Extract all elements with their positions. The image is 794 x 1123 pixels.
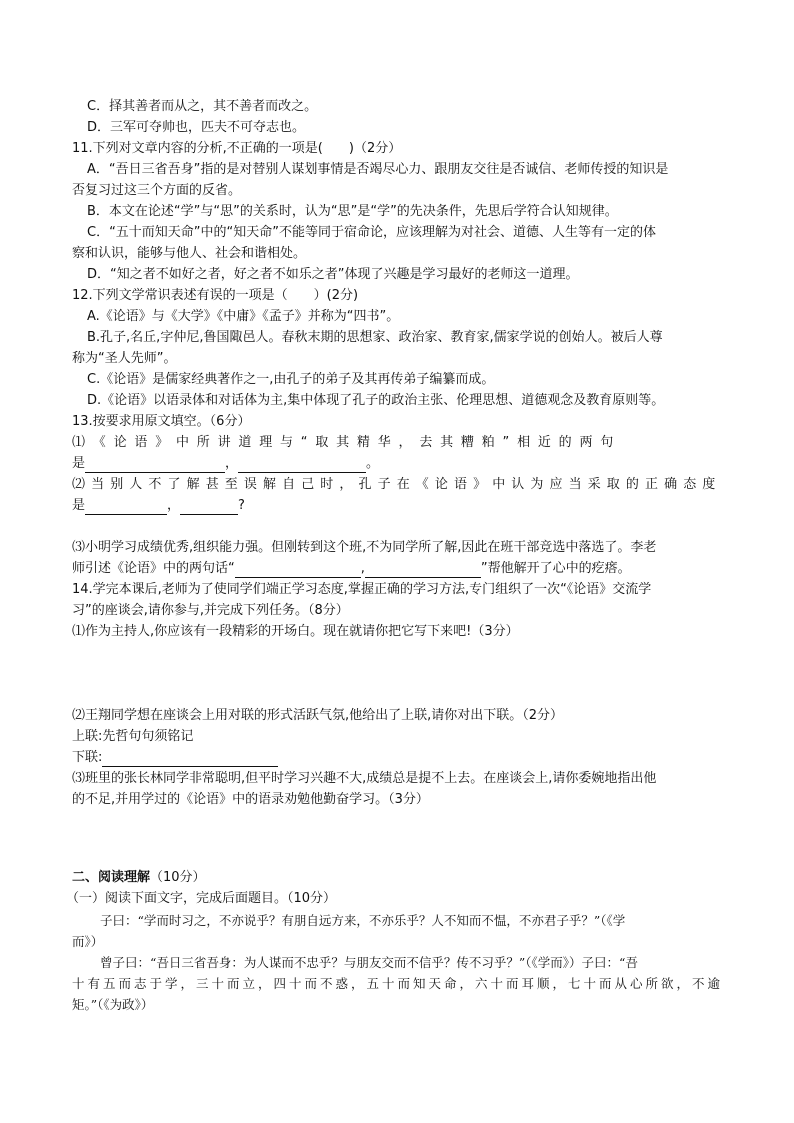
q13-part3-tail: ”帮他解开了心中的疙瘩。 <box>480 561 631 576</box>
q11-option-d: D．“知之者不如好之者，好之者不如乐之者”体现了兴趣是学习最好的老师这一道理。 <box>87 267 579 282</box>
q12-option-a: A.《论语》与《大学》《中庸》《孟子》并称为“四书”。 <box>87 309 400 324</box>
q14-stem-line1: 14.学完本课后,老师为了使同学们端正学习态度,掌握正确的学习方法,专门组织了一次“《论语》交流学 <box>72 582 652 597</box>
q13-part2-text: ⑵当别人不了解甚至误解自己时，孔子在《论语》中认为应当采取的正确态度 <box>72 477 722 492</box>
q11-option-a-line2: 否复习过这三个方面的反省。 <box>72 183 242 198</box>
q12-stem: 12.下列文学常识表述有误的一项是（ ）(2分) <box>72 288 359 303</box>
section2-heading <box>72 869 206 887</box>
q13-part2-question: ? <box>238 498 245 513</box>
q13-part1-line2 <box>72 455 379 473</box>
q13-blank-6[interactable] <box>365 563 481 578</box>
passage-line2: 而》） <box>72 934 104 949</box>
passage-line1: 子曰：“学而时习之，不亦说乎？有朋自远方来，不亦乐乎？人不知而不愠，不亦君子乎？”（《学 <box>100 913 626 928</box>
passage-line5: 矩。”（《为政》） <box>72 997 154 1012</box>
q13-part1-shi: 是 <box>72 456 86 471</box>
q13-part2-shi: 是 <box>72 498 86 513</box>
q13-blank-2[interactable] <box>238 458 366 473</box>
q11-stem: 11.下列对文章内容的分析,不正确的一项是( )（2分） <box>72 141 402 156</box>
q12-option-b-line2: 称为“圣人先师”。 <box>72 351 177 366</box>
q13-part1-text: ⑴《论语》中所讲道理与“取其精华，去其糟粕”相近的两句 <box>72 435 622 450</box>
q12-option-b-line1: B.孔子,名丘,字仲尼,鲁国陬邑人。春秋末期的思想家、政治家、教育家,儒家学说的创始人。被后人尊 <box>87 330 663 345</box>
q14-lower-label: 下联: <box>72 750 103 765</box>
q13-part3-lead: 师引述《论语》中的两句话“ <box>72 561 235 576</box>
passage-line4-wrap <box>72 975 722 993</box>
q14-part1: ⑴作为主持人,你应该有一段精彩的开场白。现在就请你把它写下来吧!（3分） <box>72 624 519 639</box>
q13-part2-line1 <box>72 476 721 494</box>
q13-part3-comma: , <box>360 561 365 576</box>
q10-option-d: D．三军可夺帅也，匹夫不可夺志也。 <box>87 120 306 135</box>
q10-option-c: C．择其善者而从之，其不善者而改之。 <box>87 99 318 114</box>
q12-option-d: D.《论语》以语录体和对话体为主,集中体现了孔子的政治主张、伦理思想、道德观念及教育原则等。 <box>87 393 665 408</box>
q13-blank-4[interactable] <box>180 500 238 515</box>
q14-upper-couplet: 上联:先哲句句须铭记 <box>72 729 194 744</box>
q14-part2: ⑵王翔同学想在座谈会上用对联的形式活跃气氛,他给出了上联,请你对出下联。（2分） <box>72 708 564 723</box>
q13-part1-comma: ， <box>225 456 239 471</box>
section2-subheading: （一）阅读下面文字，完成后面题目。（10分） <box>66 891 337 906</box>
q14-lower-blank[interactable] <box>102 752 278 767</box>
q11-option-c-line1: C．“五十而知天命”中的“知天命”不能等同于宿命论，应该理解为对社会、道德、人生等有一定的体 <box>87 225 657 240</box>
q13-blank-5[interactable] <box>235 563 361 578</box>
q11-option-a-line1: A．“吾日三省吾身”指的是对替别人谋划事情是否竭尽心力、跟朋友交往是否诚信、老师传授的知识是 <box>87 162 669 177</box>
q13-part1-period: 。 <box>366 456 380 471</box>
q12-option-c: C.《论语》是儒家经典著作之一,由孔子的弟子及其再传弟子编纂而成。 <box>87 372 495 387</box>
passage-line3: 曾子曰：“吾日三省吾身：为人谋而不忠乎？与朋友交而不信乎？传不习乎？”（《学而》）子曰：“吾 <box>100 955 638 970</box>
section2-heading-title: 二、阅读理解 <box>72 870 151 885</box>
q13-part2-line2 <box>72 497 245 515</box>
q13-part2-comma: ， <box>167 498 181 513</box>
q11-option-b: B．本文在论述“学”与“思”的关系时，认为“思”是“学”的先决条件，先思后学符合认知规律。 <box>87 204 618 219</box>
q13-stem: 13.按要求用原文填空。（6分） <box>72 414 251 429</box>
q14-part3-line1: ⑶班里的张长林同学非常聪明,但平时学习兴趣不大,成绩总是提不上去。在座谈会上,请你委婉地指出他 <box>72 771 657 786</box>
q13-blank-1[interactable] <box>85 458 225 473</box>
q14-lower-couplet <box>72 749 278 767</box>
section2-heading-score: （10分） <box>150 870 206 885</box>
q11-option-c-line2: 察和认识，能够与他人、社会和谐相处。 <box>72 246 307 261</box>
q13-part1-line1 <box>72 434 722 452</box>
q14-part3-line2: 的不足,并用学过的《论语》中的语录劝勉他勤奋学习。（3分） <box>72 792 429 807</box>
q14-stem-line2: 习”的座谈会,请你参与,并完成下列任务。（8分） <box>72 603 349 618</box>
q13-part3-line2 <box>72 560 631 578</box>
q13-part3-line1: ⑶小明学习成绩优秀,组织能力强。但刚转到这个班,不为同学所了解,因此在班干部竞选中落选了。李老 <box>72 540 657 555</box>
q13-blank-3[interactable] <box>85 500 167 515</box>
passage-line4: 十有五而志于学，三十而立，四十而不惑，五十而知天命，六十而耳顺，七十而从心所欲，不逾 <box>72 976 724 991</box>
